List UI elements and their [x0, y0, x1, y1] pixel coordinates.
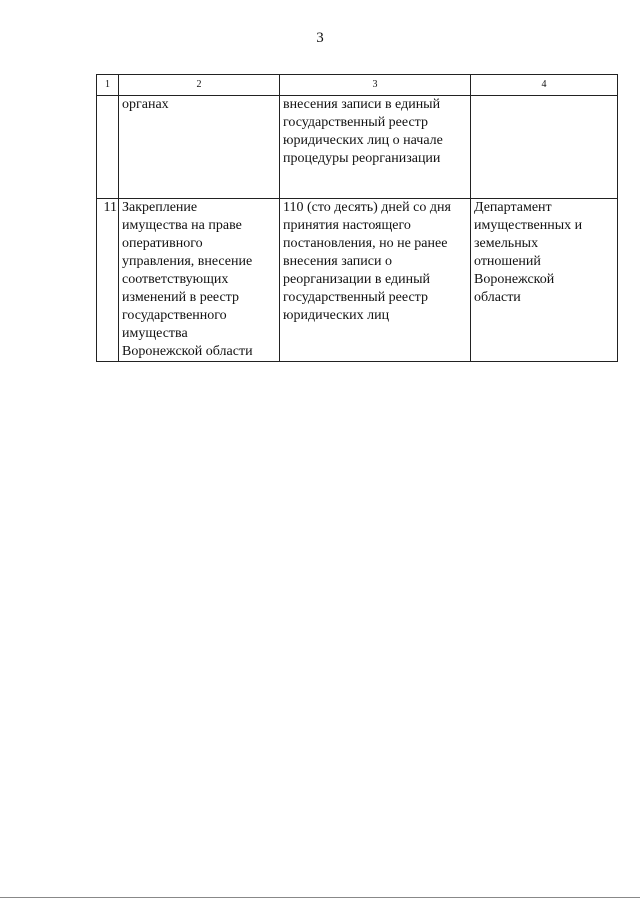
row-deadline: 110 (сто десять) дней со дня принятия настоящего постановления, но не ранее внесения записи о реорганизации в единый государственный реестр юридических лиц [280, 199, 471, 362]
row-responsible [471, 96, 618, 199]
header-col-3: 3 [280, 75, 471, 96]
table-row [97, 96, 618, 199]
page-number: 3 [316, 30, 324, 46]
header-col-4: 4 [471, 75, 618, 96]
header-col-2: 2 [119, 75, 280, 96]
row-responsible: Департамент имущественных и земельных отношений Воронежской области [471, 199, 618, 362]
row-action: Закрепление имущества на праве оперативного управления, внесение соответствующих изменений в реестр государственного имущества Воронежской области [119, 199, 280, 362]
row-deadline: внесения записи в единый государственный реестр юридических лиц о начале процедуры реорганизации [280, 96, 471, 199]
page-bottom-rule [0, 897, 640, 898]
row-action: органах [119, 96, 280, 199]
table-row [97, 199, 618, 362]
row-number [97, 96, 119, 199]
plan-table [96, 74, 618, 362]
table-header-row [97, 75, 618, 96]
header-col-1: 1 [97, 75, 119, 96]
row-number: 11 [97, 199, 119, 362]
